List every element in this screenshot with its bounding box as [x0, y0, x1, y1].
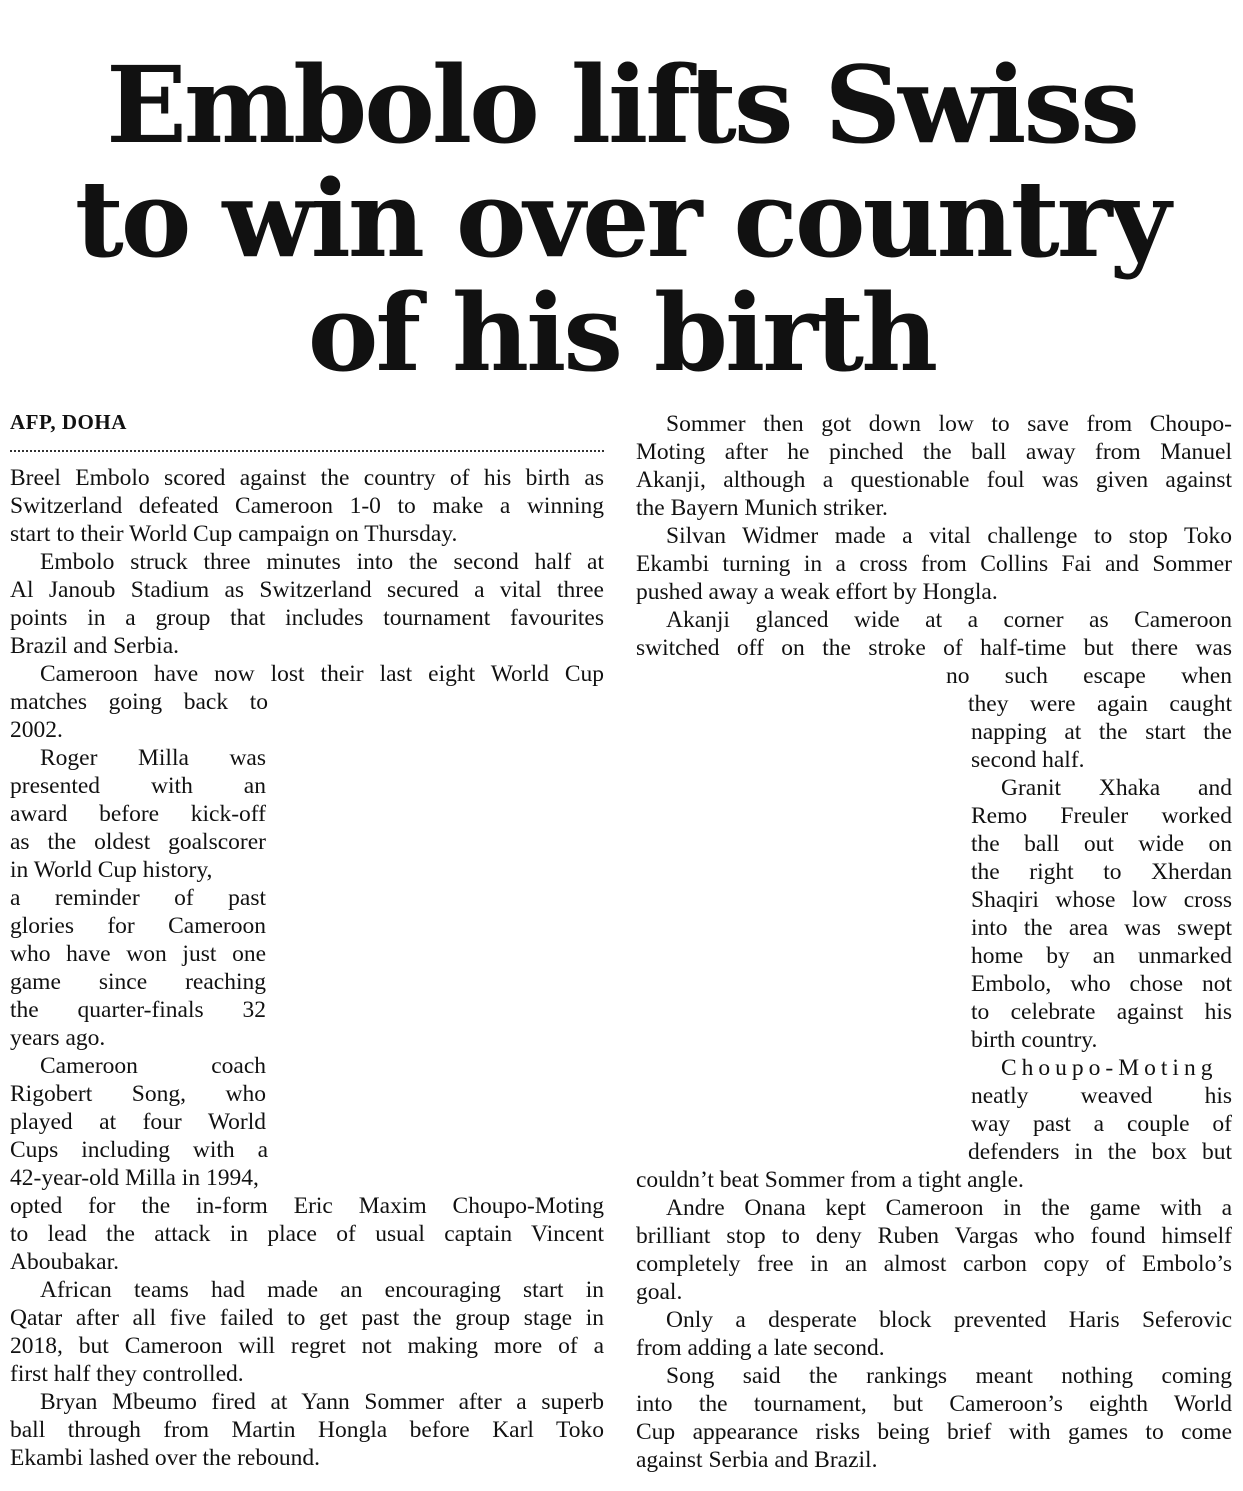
- article-line: Al Janoub Stadium as Switzerland secured a vital three: [10, 577, 604, 603]
- article-line: Cameroon coach: [40, 1053, 266, 1079]
- dateline: AFP, DOHA: [10, 410, 127, 434]
- article-line: home by an unmarked: [971, 943, 1232, 969]
- article-line: start to their World Cup campaign on Thursday.: [10, 521, 458, 547]
- article-line: to celebrate against his: [971, 999, 1232, 1025]
- article-line: goal.: [636, 1279, 683, 1305]
- article-line: Shaqiri whose low cross: [971, 887, 1232, 913]
- article-line: they were again caught: [968, 691, 1232, 717]
- article-line: Embolo, who chose not: [971, 971, 1232, 997]
- article-line: Choupo-Moting: [1001, 1055, 1218, 1081]
- article-line: Silvan Widmer made a vital challenge to stop Toko: [666, 523, 1232, 549]
- article-line: Song said the rankings meant nothing coming: [666, 1363, 1232, 1389]
- article-line: who have won just one: [10, 941, 266, 967]
- article-line: napping at the start the: [971, 719, 1232, 745]
- article-line: couldn’t beat Sommer from a tight angle.: [636, 1167, 1024, 1193]
- article-line: 42-year-old Milla in 1994,: [10, 1165, 259, 1191]
- dotted-divider: [10, 450, 604, 452]
- article-line: to lead the attack in place of usual captain Vincent: [10, 1221, 604, 1247]
- article-line: in World Cup history,: [10, 857, 213, 883]
- article-line: Brazil and Serbia.: [10, 633, 180, 659]
- article-line: Andre Onana kept Cameroon in the game with a: [666, 1195, 1232, 1221]
- article-line: the Bayern Munich striker.: [636, 495, 888, 521]
- article-line: Cameroon have now lost their last eight World Cup: [40, 661, 604, 687]
- article-line: points in a group that includes tournament favourites: [10, 605, 604, 631]
- article-line: game since reaching: [10, 969, 266, 995]
- article-line: pushed away a weak effort by Hongla.: [636, 579, 998, 605]
- article-line: Embolo struck three minutes into the second half at: [40, 549, 604, 575]
- article-line: a reminder of past: [10, 885, 266, 911]
- article-line: matches going back to: [10, 689, 268, 715]
- article-line: glories for Cameroon: [10, 913, 266, 939]
- article-line: Breel Embolo scored against the country of his birth as: [10, 465, 604, 491]
- article-line: defenders in the box but: [968, 1139, 1232, 1165]
- article-line: Roger Milla was: [40, 745, 266, 771]
- article-line: African teams had made an encouraging start in: [40, 1277, 604, 1303]
- article-line: as the oldest goalscorer: [10, 829, 266, 855]
- article-line: Cups including with a: [10, 1137, 268, 1163]
- article-line: ball through from Martin Hongla before Karl Toko: [10, 1417, 604, 1443]
- headline-line: of his birth: [307, 270, 936, 395]
- article-line: second half.: [971, 747, 1085, 773]
- article-line: 2018, but Cameroon will regret not making more of a: [10, 1333, 604, 1359]
- article-line: brilliant stop to deny Ruben Vargas who found himself: [636, 1223, 1232, 1249]
- article-line: Akanji, although a questionable foul was given against: [636, 467, 1232, 493]
- article-line: Akanji glanced wide at a corner as Cameroon: [666, 607, 1232, 633]
- article-line: completely free in an almost carbon copy of Embolo’s: [636, 1251, 1232, 1277]
- article-line: way past a couple of: [971, 1111, 1232, 1137]
- article-line: played at four World: [10, 1109, 266, 1135]
- article-line: Granit Xhaka and: [1001, 775, 1232, 801]
- article-line: Moting after he pinched the ball away from Manuel: [636, 439, 1232, 465]
- article-line: Only a desperate block prevented Haris Seferovic: [666, 1307, 1232, 1333]
- headline-line: to win over country: [74, 156, 1169, 281]
- article-line: Aboubakar.: [10, 1249, 119, 1275]
- headline-line: Embolo lifts Swiss: [106, 42, 1137, 167]
- article-line: the ball out wide on: [971, 831, 1232, 857]
- article-line: Cup appearance risks being brief with games to come: [636, 1419, 1232, 1445]
- article-line: against Serbia and Brazil.: [636, 1447, 878, 1473]
- article-line: into the area was swept: [971, 915, 1232, 941]
- article-line: Switzerland defeated Cameroon 1-0 to make a winning: [10, 493, 604, 519]
- article-line: no such escape when: [946, 663, 1232, 689]
- article-line: Ekambi turning in a cross from Collins Fai and Sommer: [636, 551, 1232, 577]
- article-line: award before kick-off: [10, 801, 266, 827]
- article-line: Ekambi lashed over the rebound.: [10, 1445, 320, 1471]
- article-line: Qatar after all five failed to get past the group stage in: [10, 1305, 604, 1331]
- article-line: neatly weaved his: [971, 1083, 1232, 1109]
- article-line: from adding a late second.: [636, 1335, 885, 1361]
- article-line: switched off on the stroke of half-time but there was: [636, 635, 1232, 661]
- article-line: the right to Xherdan: [971, 859, 1232, 885]
- article-line: into the tournament, but Cameroon’s eighth World: [636, 1391, 1232, 1417]
- article-line: birth country.: [971, 1027, 1098, 1053]
- article-line: Remo Freuler worked: [971, 803, 1232, 829]
- article-line: presented with an: [10, 773, 266, 799]
- article-line: Bryan Mbeumo fired at Yann Sommer after a superb: [40, 1389, 604, 1415]
- article-line: Sommer then got down low to save from Choupo-: [666, 411, 1232, 437]
- article-line: opted for the in-form Eric Maxim Choupo-Moting: [10, 1193, 604, 1219]
- article-line: first half they controlled.: [10, 1361, 244, 1387]
- article-line: years ago.: [10, 1025, 106, 1051]
- article-line: 2002.: [10, 717, 63, 743]
- article-line: the quarter-finals 32: [10, 997, 266, 1023]
- article-line: Rigobert Song, who: [10, 1081, 266, 1107]
- headline: [0, 42, 1243, 395]
